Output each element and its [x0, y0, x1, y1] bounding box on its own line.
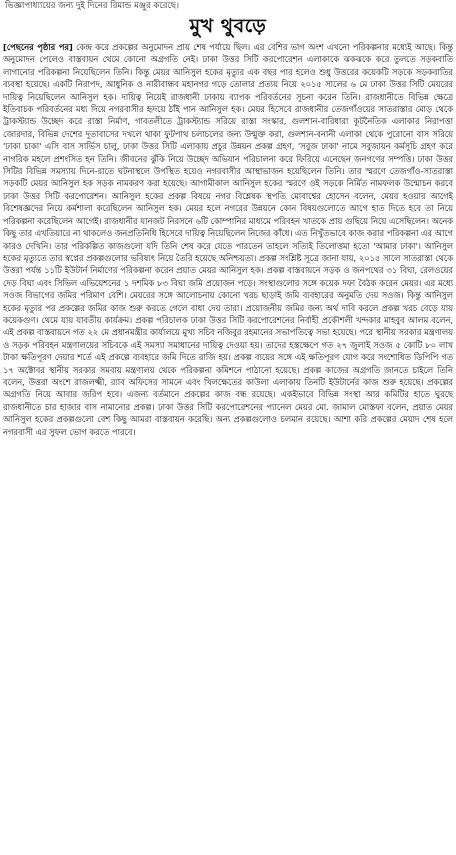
article-paragraph [3, 41, 453, 438]
article-body [3, 41, 453, 438]
continued-from-label: [পেছনের পৃষ্ঠার পর] [3, 42, 73, 52]
previous-article-tail: ভিজ্ঞাপাধ্যায়ের জন্য দুই দিনের রিমান্ড মঞ্জুর করেছে। [5, 1, 180, 11]
article-text: কেন্দ্র করে প্রকল্পের অনুমোদন প্রায় শেষ পর্যায়ে ছিল। এর বেশির ভাগ অংশ এখনো পরিকল্পনার মধ্যেই আছে। কিন্তু অনুমোদন পেলেও বাস্তবায়ন থেমে কোনো অগ্রগতি নেই। ঢাকা উত্তর সিটি করপোরেশন এলাকাকে ঝকঝকে করে তুলতে সড়কবাতি লাগানোর পরিকল্পনা নিয়েছিলেন তিনি। কিন্তু মেয়র আনিসুল হকের মৃত্যুর এক বছর পার হলেও শুধু উত্তরের কয়েকটি সড়কে সড়কবাতির ব্যবস্থা হয়েছে। একটি নিরাপদ, আধুনিক ও নারীবান্ধব মহানগর গড়ে তোলার প্রত্যয় নিয়ে ২০১৫ সালের ৬ মে ঢাকা উত্তর সিটি মেয়রের দায়িত্ব নিয়েছিলেন আনিসুল হক। দায়িত্ব নিয়েই রাজধানী ঢাকায় ব্যাপক পরিবর্তনের সূচনা করেন তিনি। রাজধানীতে বিভিন্ন ক্ষেত্রে ইতিবাচক পরিবর্তনের মধ্য দিয়ে নগরবাসীর হৃদয়ে ঠাঁই পান আনিসুল হক। মেয়র হিসেবে রাজধানীর তেজগাঁওয়ের সাতরাস্তার মোড় থেকে ট্রাকস্ট্যান্ড উচ্ছেদ করে রাস্তা নির্মাণ, গাবতলীতে ট্রাকস্ট্যান্ড সরিয়ে রাস্তা সংস্কার, গুলশান-বারিধারা কূটনৈতিক এলাকার নিরাপত্তা জোরদার, বিভিন্ন দেশের দূতাবাসের দখলে থাকা ফুটপাথ চলাচলের জন্য উন্মুক্ত করা, গুলশান-বনানী এলাকা থেকে পুরোনো বাস সরিয়ে 'ঢাকা চাকা' এসি বাস সার্ভিস চালু, ঢাকা উত্তর সিটি এলাকায় প্রচুর উন্নয়ন প্রকল্প গ্রহণ, 'সবুজ ঢাকা' নামে সবুজায়ন কর্মসূচি গ্রহণ করে নাগরিক মহলে প্রশংসিত হন তিনি। জীবনের ঝুঁকি নিয়ে উচ্ছেদ অভিযান পরিচালনা করে ফিরিয়ে এনেছেন জনগণের সম্পত্তি। ঢাকা উত্তর সিটির বিভিন্ন সমস্যায় দিনে-রাতে ঘটনাস্থলে উপস্থিত হয়েও নগরবাসীর আস্থাভাজন হয়েছিলেন তিনি। তার স্মরণে তেজগাঁও-সাতরাস্তা সড়কটি মেয়র আনিসুল হক সড়ক নামকরণ করা হয়েছে। আগামীকাল আনিসুল হকের স্মরণে ওই সড়কে নির্মিত নামফলক উন্মোচন করবে ঢাকা উত্তর সিটি করপোরেশন। আনিসুল হকের প্রকল্প বিষয়ে নগর বিশ্লেষক স্থপতি মোবাশ্বের হোসেন বলেন, মেয়র হওয়ার আগেই বিশেষজ্ঞদের নিয়ে কর্মশালা করেছিলেন আনিসুল হক। মেয়র হলে নগরের উন্নয়নে কোন বিষয়গুলোতে আগে হাত দিতে হবে তা নিয়ে পরিকল্পনা করেছিলেন আগেই। রাজধানীর যানজট নিরসনে ৬টি কোম্পানির মাধ্যমে পরিবহন খাতকে প্রায় গুছিয়ে নিয়ে এসেছিলেন। অনেক কিছু তার এখতিয়ারে না থাকলেও জনপ্রতিনিধি হিসেবে দায়িত্ব নিয়েছিলেন নিজের কাঁধে। এত নিখুঁতভাবে কাজ করার পরিকল্পনা এর আগে কারও দেখিনি। তার পরিকল্পিত কাজগুলো যদি তিনি শেষ করে যেতে পারতেন তাহলে সত্যিই তিলোত্তমা হতো 'আমার ঢাকা'। আনিসুল হকের মৃত্যুতে তার স্বপ্নের প্রকল্পগুলোর ভবিষ্যৎ নিয়ে তৈরি হয়েছে অনিশ্চয়তা। প্রকল্প সংশ্লিষ্ট সূত্রে জানা যায়, ২০১৫ সালে সাতরাস্তা থেকে উত্তরা পর্যন্ত ১১টি ইউটার্ন নির্মাণের পরিকল্পনা করেন প্রয়াত মেয়র আনিসুল হক। প্রকল্প বাস্তবায়নে সড়ক ও জনপথের ৩১ বিঘা, রেলওয়ের দেড় বিঘা এবং সিভিল এভিয়েশনের ১ দশমিক ৮৩ বিঘা জমি প্রয়োজন পড়ে। সংস্থাগুলোর সঙ্গে কয়েক দফা বৈঠক করেন মেয়র। এর মধ্যে সওজ বিভাগের জমির পরিমাণ বেশি। মেয়রের সঙ্গে আলোচনায় কোনো খরচ ছাড়াই জমি ব্যবহারের অনুমতি দেয় সওজ। কিন্তু আনিসুল হকের মৃত্যুর পর প্রকল্পের জমির কাজ শুরু করতে গেলে বাধা দেয় তারা। প্রয়োজনীয় জমির জন্য অর্থ দাবি করলে প্রকল্প খরচ বেড়ে যায় কয়েকগুণ। থেমে যায় যাবতীয় কার্যক্রম। প্রকল্প পরিচালক ঢাকা উত্তর সিটি করপোরেশনের নির্বাহী প্রকৌশলী খন্দকার মাহবুব আলম বলেন, এই প্রকল্প বাস্তবায়নে গত ২২ মে প্রধানমন্ত্রীর কার্যালয়ে মুখ্য সচিব নজিবুর রহমানের সভাপতিত্বে সভা হয়েছে। পরে স্থানীয় সরকার মন্ত্রণালয় ও সড়ক পরিবহন মন্ত্রণালয়ের সচিবকে এই সমস্যা সমাধানের দায়িত্ব দেওয়া হয়। তাদের হস্তক্ষেপে গত ২৭ জুলাই সওজ ৫ কোটি ৮০ লাখ টাকা ক্ষতিপূরণ দেয়ার শর্তে এই প্রকল্পে ব্যবহারে জমি দিতে রাজি হয়। প্রকল্প ব্যয়ের সঙ্গে এই ক্ষতিপূরণ যোগ করে সংশোধিত ডিপিপি গত ১৭ অক্টোবর স্থানীয় সরকার সমবায় মন্ত্রণালয় থেকে পরিকল্পনা কমিশনে পাঠানো হয়েছে। প্রকল্প কাজের অগ্রগতি জানতে চাইলে তিনি বলেন, উত্তরা অংশে রাজলক্ষ্মী, র‍্যাব অফিসের সামনে এবং খিলক্ষেতের কাউলা এলাকায় তিনটি ইউটার্নের কাজ শুরু হয়েছে। প্রকল্পের অগ্রগতি নিয়ে আবার জরিপ হবে। এজন্য বর্তমানে প্রকল্পের কাজ বন্ধ রয়েছে। একইভাবে বিভিন্ন সংস্থা আর কমিটির হাতে ঘুরছে রাজধানীতে চার হাজার বাস নামানোর প্রকল্প। ঢাকা উত্তর সিটি করপোরেশনের প্যানেল মেয়র মো. জামাল মোস্তফা বলেন, প্রয়াত মেয়র আনিসুল হকের প্রকল্পগুলো বেশ কিছু আমরা বাস্তবায়ন করেছি। অন্য প্রকল্পগুলোও চলমান রয়েছে। আশা করি প্রকল্পের মেয়াদ শেষ হলে নগরবাসী এর সুফল ভোগ করতে পারবে। [3, 42, 453, 437]
article-headline: মুখ থুবড়ে [189, 15, 267, 37]
